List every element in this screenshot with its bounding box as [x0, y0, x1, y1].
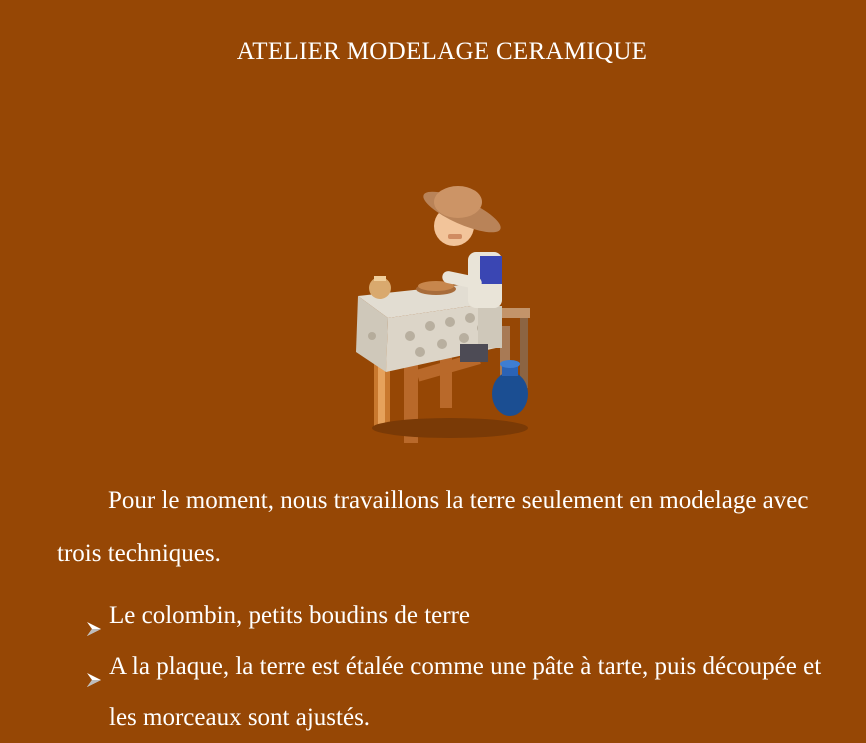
technique-text: A la plaque, la terre est étalée comme une pâte à tarte, puis découpée et les morceaux sont ajustés.	[109, 653, 822, 731]
list-item	[86, 641, 826, 743]
arrowhead-bullet-icon	[86, 606, 106, 626]
techniques-list	[86, 590, 826, 743]
arrowhead-bullet-icon	[86, 657, 106, 677]
list-item	[86, 590, 826, 641]
page-title: ATELIER MODELAGE CERAMIQUE	[236, 38, 648, 65]
intro-paragraph	[57, 474, 817, 580]
intro-text: Pour le moment, nous travaillons la terre seulement en modelage avec trois techniques.	[57, 487, 809, 567]
potter-at-table-icon	[350, 176, 550, 448]
technique-text: Le colombin, petits boudins de terre	[109, 602, 471, 629]
